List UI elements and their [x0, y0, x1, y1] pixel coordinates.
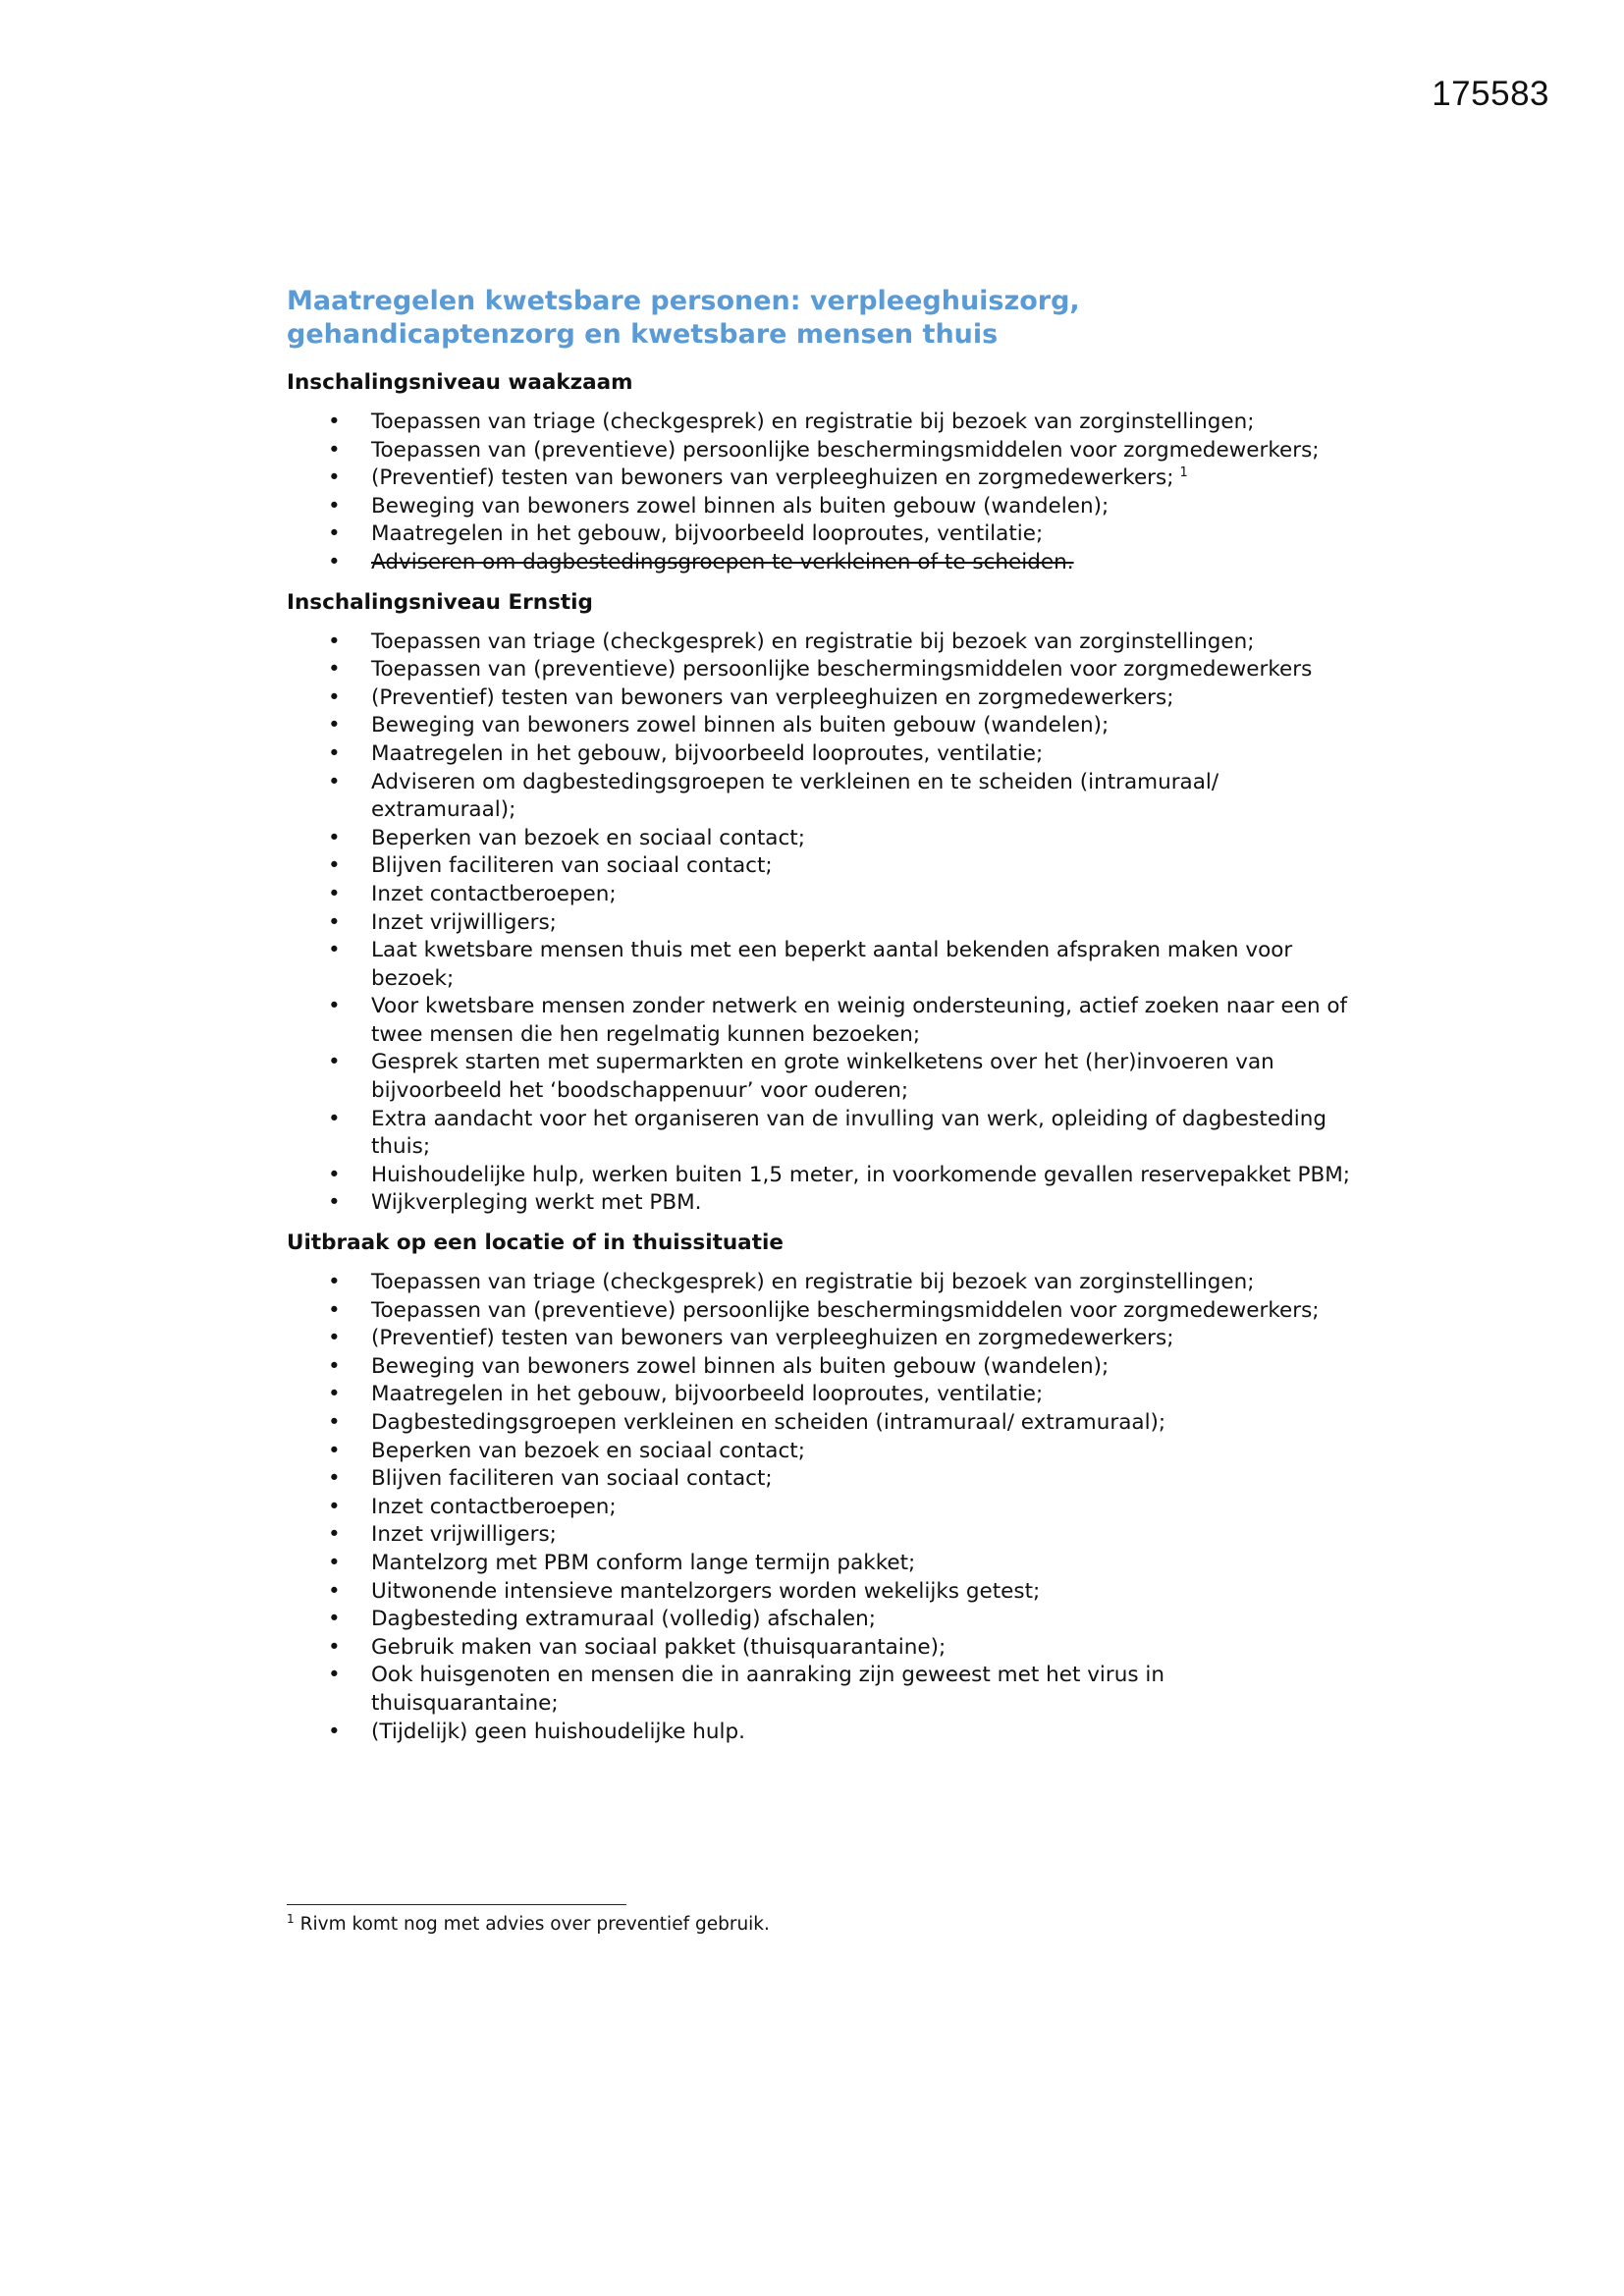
bullet-icon: •	[328, 657, 341, 683]
list-item-text: Uitwonende intensieve mantelzorgers worden wekelijks getest;	[371, 1578, 1041, 1604]
bullet-icon: •	[328, 1466, 341, 1492]
bullet-icon: •	[328, 881, 341, 906]
footnote-reference: 1	[1179, 465, 1188, 481]
list-item	[287, 1438, 1357, 1466]
list-item-text: (Preventief) testen van bewoners van verpleeghuizen en zorgmedewerkers;	[371, 1326, 1174, 1351]
list-item	[287, 825, 1357, 853]
bullet-icon: •	[328, 684, 341, 710]
bullet-icon: •	[328, 465, 341, 491]
list-item-text: Beperken van bezoek en sociaal contact;	[371, 825, 805, 850]
footnote	[287, 1913, 770, 1937]
list-item	[287, 1494, 1357, 1522]
list-item	[287, 549, 1357, 577]
bullet-list	[287, 409, 1357, 577]
list-item	[287, 852, 1357, 881]
list-item-text: Adviseren om dagbestedingsgroepen te verkleinen en te scheiden (intramuraal/ extramuraal);	[371, 769, 1219, 823]
list-item-text: Blijven faciliteren van sociaal contact;	[371, 853, 773, 879]
bullet-list	[287, 629, 1357, 1218]
bullet-icon: •	[328, 1106, 341, 1131]
bullet-icon: •	[328, 1270, 341, 1295]
bullet-icon: •	[328, 825, 341, 850]
bullet-icon: •	[328, 493, 341, 519]
bullet-icon: •	[328, 410, 341, 434]
list-item	[287, 656, 1357, 684]
bullet-icon: •	[328, 1550, 341, 1575]
bullet-icon: •	[328, 1494, 341, 1519]
list-item	[287, 437, 1357, 465]
bullet-icon: •	[328, 909, 341, 935]
list-item-text: Toepassen van (preventieve) persoonlijke beschermingsmiddelen voor zorgmedewerkers;	[371, 437, 1320, 463]
list-item	[287, 1465, 1357, 1494]
document-title: Maatregelen kwetsbare personen: verpleeghuiszorg, gehandicaptenzorg en kwetsbare mensen thuis	[287, 286, 1080, 350]
list-item-text: Inzet contactberoepen;	[371, 881, 617, 906]
bullet-icon: •	[328, 1162, 341, 1187]
list-item	[287, 1381, 1357, 1409]
bullet-icon: •	[328, 1353, 341, 1379]
list-item-text: Voor kwetsbare mensen zonder netwerk en weinig ondersteuning, actief zoeken naar een of twee mensen die hen regelmatig kunnen bezoeken;	[371, 994, 1348, 1047]
list-item	[287, 1521, 1357, 1550]
list-item	[287, 1106, 1357, 1162]
list-item-text: Mantelzorg met PBM conform lange termijn pakket;	[371, 1550, 916, 1575]
bullet-icon: •	[328, 1522, 341, 1548]
bullet-list	[287, 1269, 1357, 1746]
list-item	[287, 1353, 1357, 1382]
list-item	[287, 993, 1357, 1049]
list-item-text: Gesprek starten met supermarkten en grote winkelketens over het (her)invoeren van bijvoorbeeld het ‘boodschappenuur’ voor ouderen;	[371, 1050, 1274, 1104]
sections-container	[287, 369, 1357, 1746]
section-heading: Inschalingsniveau Ernstig	[287, 589, 593, 615]
list-item-text: Maatregelen in het gebouw, bijvoorbeeld looproutes, ventilatie;	[371, 521, 1044, 547]
list-item	[287, 684, 1357, 713]
list-item	[287, 740, 1357, 769]
document-body	[287, 285, 1357, 1758]
list-item	[287, 1409, 1357, 1438]
list-item	[287, 1189, 1357, 1218]
bullet-icon: •	[328, 938, 341, 963]
list-item-text: Toepassen van triage (checkgesprek) en registratie bij bezoek van zorginstellingen;	[371, 629, 1255, 654]
list-item	[287, 409, 1357, 437]
bullet-icon: •	[328, 769, 341, 794]
list-item	[287, 712, 1357, 740]
footnote-number: 1	[287, 1911, 295, 1926]
section-heading: Uitbraak op een locatie of in thuissituatie	[287, 1230, 784, 1256]
list-item-text: Toepassen van triage (checkgesprek) en registratie bij bezoek van zorginstellingen;	[371, 1270, 1255, 1295]
list-item	[287, 1634, 1357, 1663]
list-item	[287, 1662, 1357, 1718]
footnote-divider	[287, 1904, 626, 1905]
list-item	[287, 520, 1357, 549]
footnote-text: Rivm komt nog met advies over preventief gebruik.	[299, 1914, 770, 1935]
list-item	[287, 493, 1357, 521]
bullet-icon: •	[328, 1719, 341, 1744]
list-item	[287, 1606, 1357, 1634]
list-item-text: (Preventief) testen van bewoners van verpleeghuizen en zorgmedewerkers;	[371, 465, 1174, 491]
bullet-icon: •	[328, 549, 341, 574]
list-item-text: Beweging van bewoners zowel binnen als buiten gebouw (wandelen);	[371, 1353, 1110, 1379]
list-item-text: Beweging van bewoners zowel binnen als buiten gebouw (wandelen);	[371, 713, 1110, 738]
list-item-text: Wijkverpleging werkt met PBM.	[371, 1190, 702, 1216]
list-item-text: Maatregelen in het gebouw, bijvoorbeeld looproutes, ventilatie;	[371, 1382, 1044, 1407]
list-item-text: Beperken van bezoek en sociaal contact;	[371, 1438, 805, 1463]
bullet-icon: •	[328, 1382, 341, 1407]
bullet-icon: •	[328, 1190, 341, 1216]
bullet-icon: •	[328, 1663, 341, 1688]
list-item-text: Blijven faciliteren van sociaal contact;	[371, 1466, 773, 1492]
list-item	[287, 909, 1357, 938]
list-item	[287, 769, 1357, 825]
list-item	[287, 1049, 1357, 1105]
list-item	[287, 1269, 1357, 1297]
bullet-icon: •	[328, 1410, 341, 1435]
list-item	[287, 937, 1357, 993]
list-item-text: Maatregelen in het gebouw, bijvoorbeeld looproutes, ventilatie;	[371, 740, 1044, 766]
list-item-text: Extra aandacht voor het organiseren van de invulling van werk, opleiding of dagbesteding thuis;	[371, 1106, 1326, 1160]
page-number: 175583	[1432, 75, 1549, 113]
list-item	[287, 1719, 1357, 1747]
bullet-icon: •	[328, 853, 341, 879]
section-heading: Inschalingsniveau waakzaam	[287, 370, 633, 395]
list-item	[287, 1325, 1357, 1353]
bullet-icon: •	[328, 1438, 341, 1463]
list-item-text: Dagbesteding extramuraal (volledig) afschalen;	[371, 1607, 876, 1632]
list-item-text: Inzet vrijwilligers;	[371, 909, 557, 935]
list-item	[287, 629, 1357, 657]
list-item	[287, 881, 1357, 909]
bullet-icon: •	[328, 994, 341, 1019]
list-item-text: Beweging van bewoners zowel binnen als buiten gebouw (wandelen);	[371, 493, 1110, 519]
list-item-text: Gebruik maken van sociaal pakket (thuisquarantaine);	[371, 1634, 947, 1660]
bullet-icon: •	[328, 437, 341, 463]
list-item-text: Adviseren om dagbestedingsgroepen te verkleinen of te scheiden.	[371, 549, 1074, 574]
bullet-icon: •	[328, 1634, 341, 1660]
bullet-icon: •	[328, 629, 341, 654]
list-item-text: (Preventief) testen van bewoners van verpleeghuizen en zorgmedewerkers;	[371, 684, 1174, 710]
list-item-text: Dagbestedingsgroepen verkleinen en scheiden (intramuraal/ extramuraal);	[371, 1410, 1166, 1435]
list-item-text: Inzet vrijwilligers;	[371, 1522, 557, 1548]
list-item	[287, 1550, 1357, 1578]
bullet-icon: •	[328, 1297, 341, 1323]
list-item-text: Inzet contactberoepen;	[371, 1494, 617, 1519]
list-item	[287, 1297, 1357, 1326]
bullet-icon: •	[328, 1050, 341, 1075]
bullet-icon: •	[328, 740, 341, 766]
bullet-icon: •	[328, 713, 341, 738]
list-item-text: Toepassen van triage (checkgesprek) en registratie bij bezoek van zorginstellingen;	[371, 410, 1255, 434]
list-item	[287, 1162, 1357, 1190]
list-item-text: (Tijdelijk) geen huishoudelijke hulp.	[371, 1719, 745, 1744]
list-item-text: Huishoudelijke hulp, werken buiten 1,5 meter, in voorkomende gevallen reservepakket PBM;	[371, 1162, 1351, 1187]
bullet-icon: •	[328, 1607, 341, 1632]
list-item	[287, 1578, 1357, 1607]
bullet-icon: •	[328, 1326, 341, 1351]
bullet-icon: •	[328, 1578, 341, 1604]
list-item-text: Ook huisgenoten en mensen die in aanraking zijn geweest met het virus in thuisquarantaine;	[371, 1663, 1165, 1716]
bullet-icon: •	[328, 521, 341, 547]
list-item	[287, 465, 1357, 493]
list-item-text: Laat kwetsbare mensen thuis met een beperkt aantal bekenden afspraken maken voor bezoek;	[371, 938, 1293, 991]
list-item-text: Toepassen van (preventieve) persoonlijke beschermingsmiddelen voor zorgmedewerkers;	[371, 1297, 1320, 1323]
list-item-text: Toepassen van (preventieve) persoonlijke beschermingsmiddelen voor zorgmedewerkers	[371, 657, 1313, 683]
